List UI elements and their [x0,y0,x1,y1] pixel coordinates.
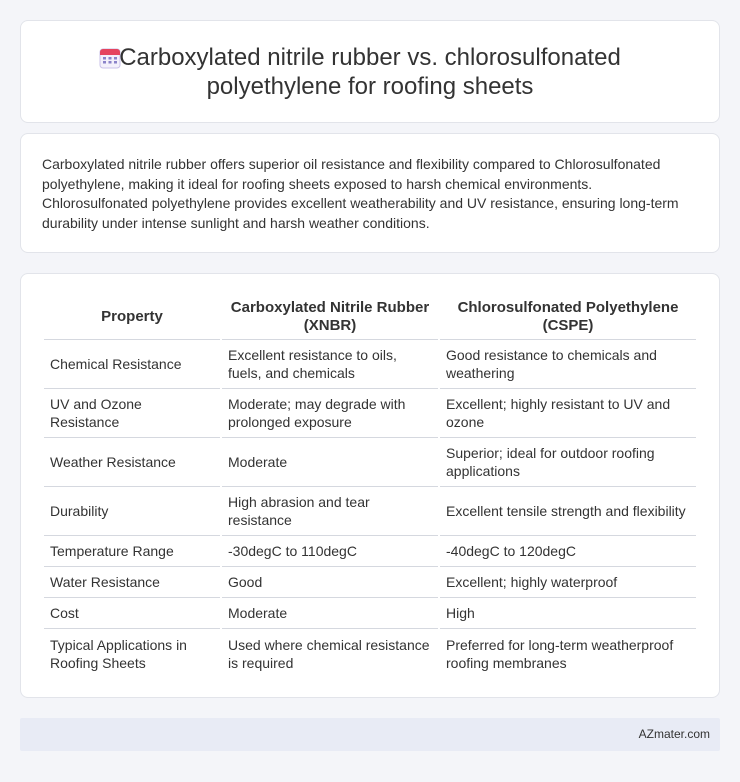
comparison-table-card [20,273,720,698]
cell-property: Weather Resistance [44,438,220,487]
table-row [44,536,696,567]
cell-cspe: Excellent tensile strength and flexibility [440,487,696,536]
cell-xnbr: -30degC to 110degC [222,536,438,567]
table-row [44,340,696,389]
cell-xnbr: Moderate; may degrade with prolonged exposure [222,389,438,438]
cell-property: Chemical Resistance [44,340,220,389]
cell-cspe: Good resistance to chemicals and weathering [440,340,696,389]
comparison-table [42,294,698,678]
cell-cspe: Preferred for long-term weatherproof roofing membranes [446,636,674,671]
cell-cspe: Superior; ideal for outdoor roofing applications [440,438,696,487]
cell-cspe: Excellent; highly resistant to UV and ozone [440,389,696,438]
cell-xnbr: Moderate [222,598,438,629]
cell-xnbr: High abrasion and tear resistance [222,487,438,536]
cell-xnbr: Moderate [222,438,438,487]
summary-card [20,133,720,253]
header-xnbr: Carboxylated Nitrile Rubber (XNBR) [222,294,438,340]
page-title: Carboxylated nitrile rubber vs. chlorosulfonated polyethylene for roofing sheets [119,44,621,100]
table-row [44,389,696,438]
header-cspe: Chlorosulfonated Polyethylene (CSPE) [440,294,696,340]
cell-xnbr: Excellent resistance to oils, fuels, and chemicals [222,340,438,389]
summary-text: Carboxylated nitrile rubber offers superior oil resistance and flexibility compared to Chlorosulfonated polyethylene, making it ideal for roofing sheets exposed to harsh chemical environments. Chlorosulfonated polyethylene provides excellent weatherability and UV resistance, ensuring long-term durability under intense sunlight and harsh weather conditions. [42,156,679,231]
table-header-row [44,294,696,340]
cell-xnbr: Good [222,567,438,598]
cell-property: UV and Ozone Resistance [44,389,220,438]
footer-bar [20,718,720,751]
cell-cspe: Excellent; highly waterproof [440,567,696,598]
table-row [44,598,696,629]
cell-property: Water Resistance [44,567,220,598]
header-property: Property [44,294,220,340]
footer-brand[interactable]: AZmater.com [638,727,710,741]
cell-property: Durability [44,487,220,536]
cell-property: Typical Applications in Roofing Sheets [50,636,187,671]
table-row [44,567,696,598]
cell-cspe: -40degC to 120degC [440,536,696,567]
cell-xnbr: Used where chemical resistance is required [228,636,430,671]
cell-property: Temperature Range [44,536,220,567]
title-card [20,20,720,123]
table-row [44,487,696,536]
table-row [44,438,696,487]
table-row [44,629,696,678]
cell-cspe: High [440,598,696,629]
cell-property: Cost [44,598,220,629]
